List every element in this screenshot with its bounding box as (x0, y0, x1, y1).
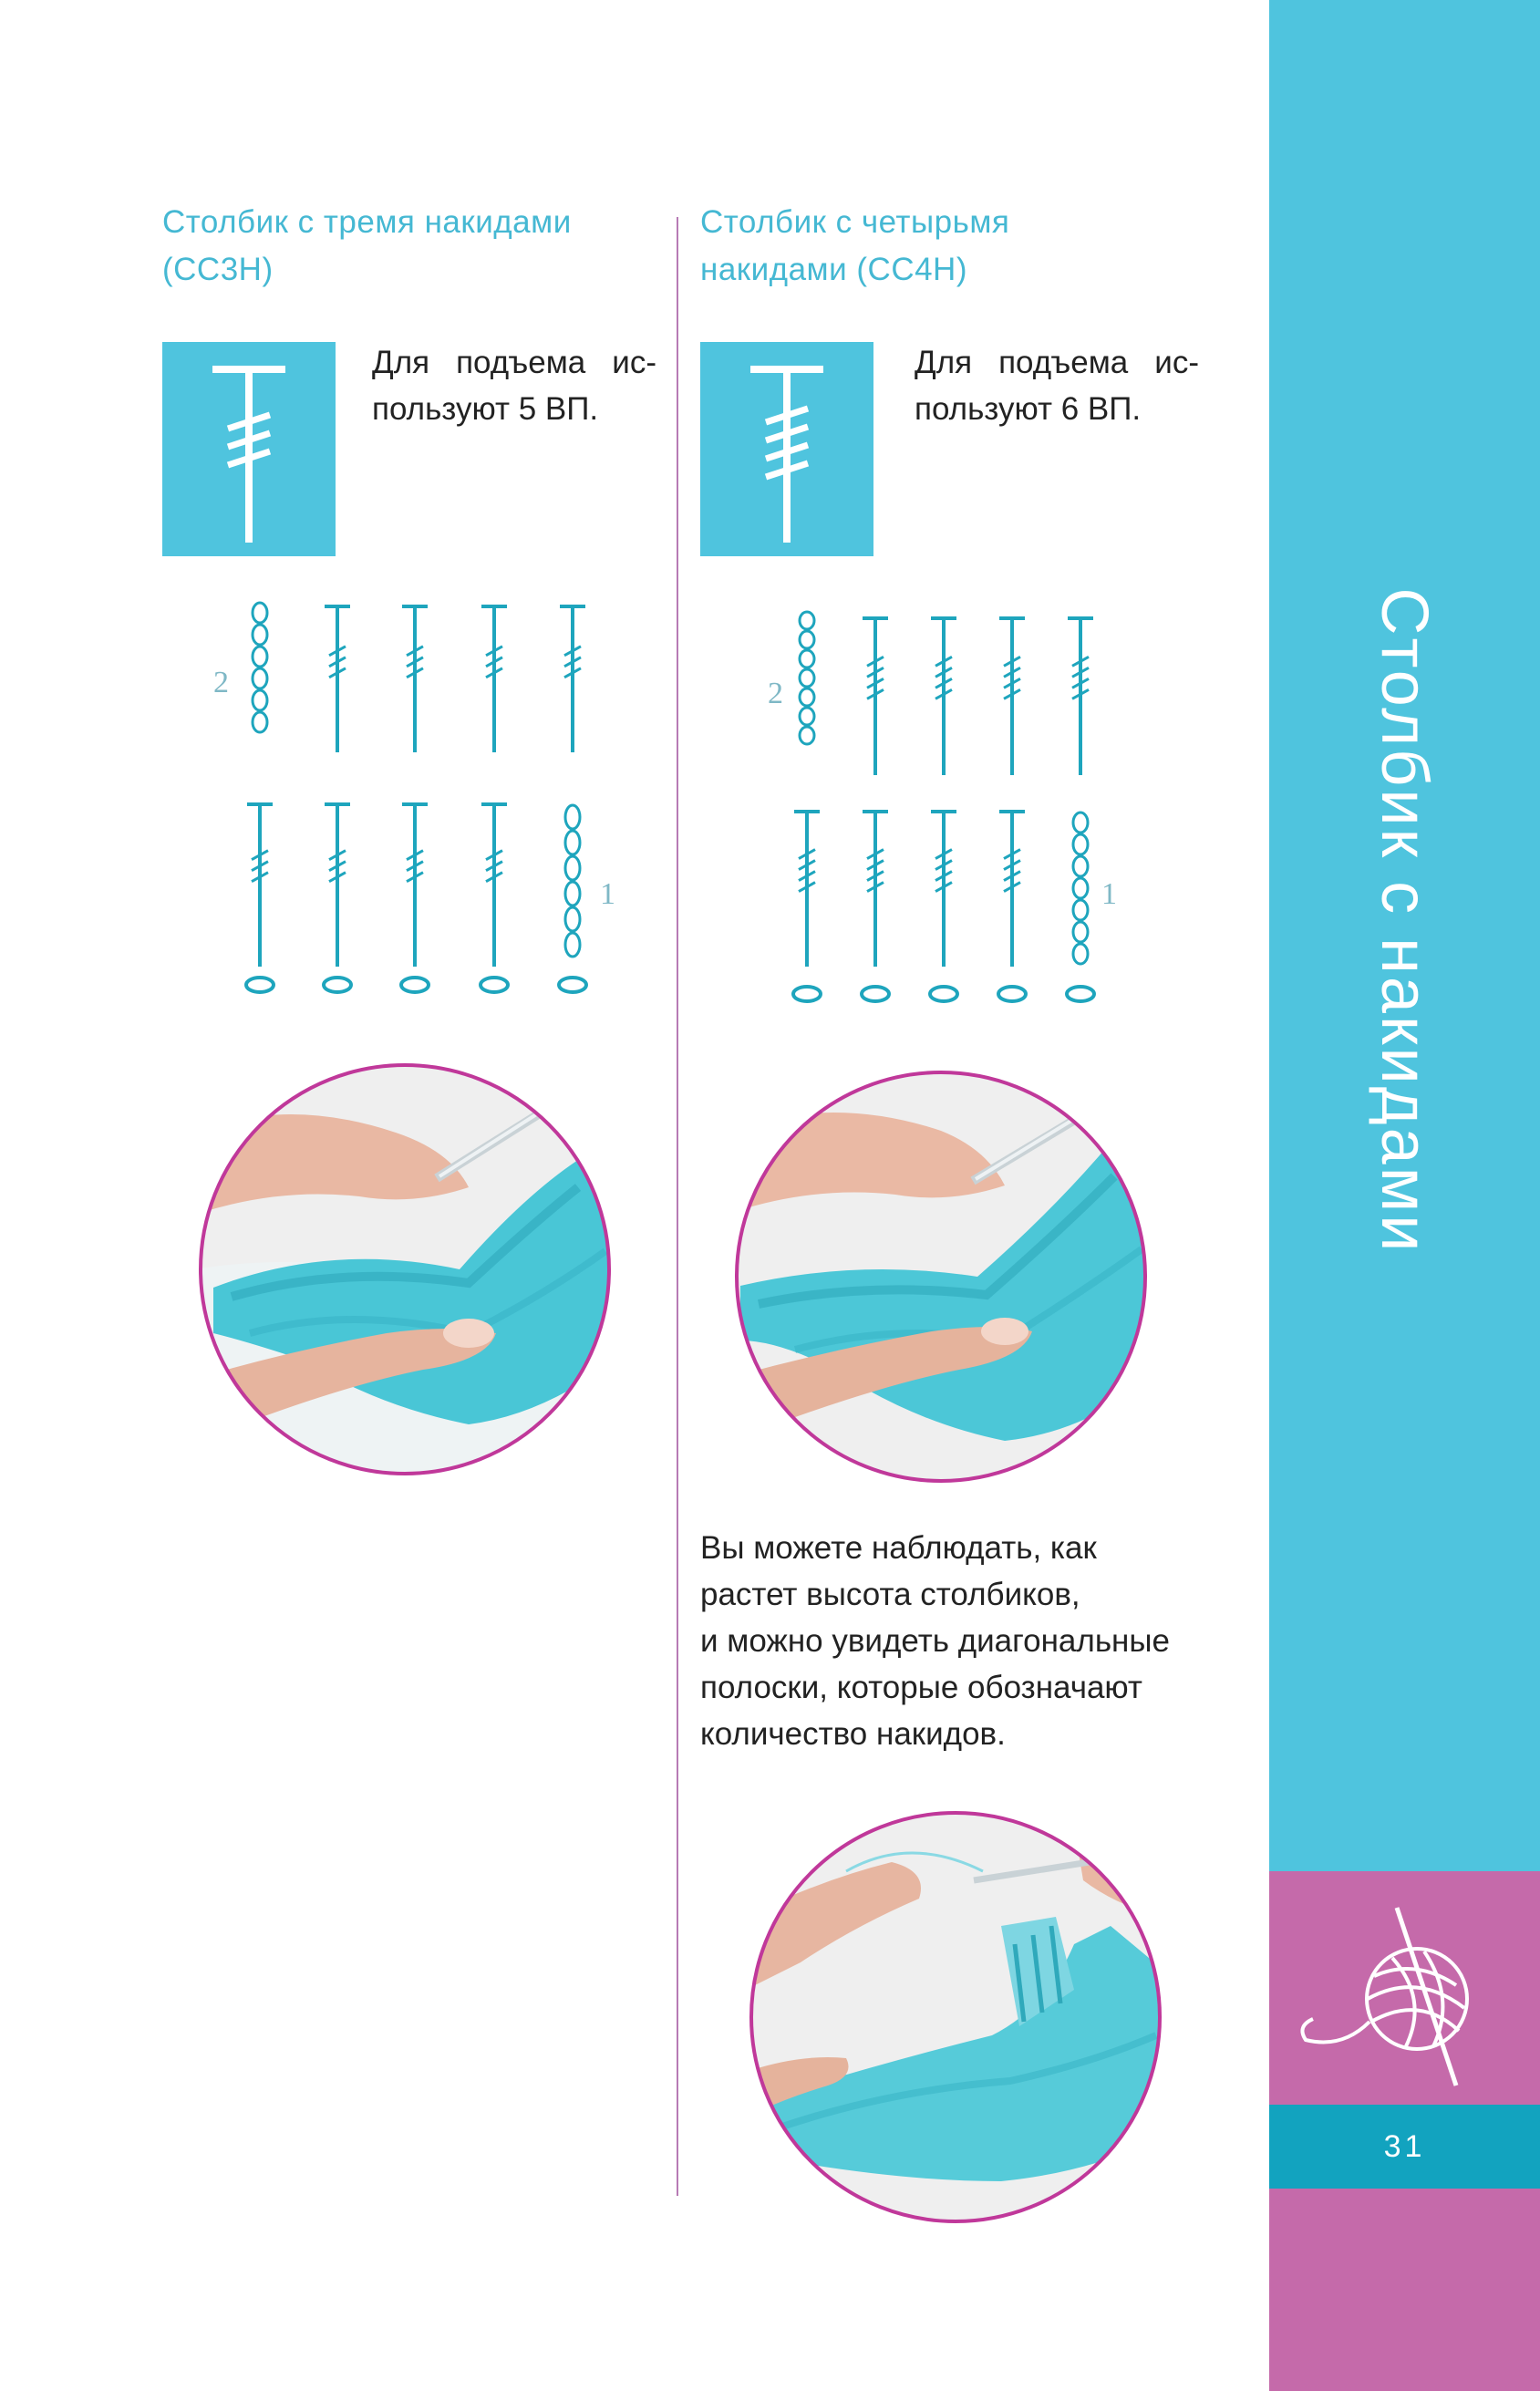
treble-3-symbol-icon (162, 342, 336, 556)
base-chain-loop (401, 978, 429, 992)
base-chain-loop (930, 987, 957, 1001)
chain-loop (253, 712, 267, 732)
chain-loop (1073, 834, 1088, 854)
chain-loop (1073, 813, 1088, 833)
right-photo-top (731, 1067, 1151, 1486)
base-chain-loop (481, 978, 508, 992)
left-heading-line2: (СС3Н) (162, 252, 274, 287)
right-photo-bottom (746, 1807, 1165, 2227)
right-note-line: количество накидов. (700, 1716, 1006, 1752)
right-intro-line1: Для подъема ис- (915, 345, 1199, 380)
base-chain-loop (246, 978, 274, 992)
left-photo-image (195, 1060, 615, 1479)
left-photo (195, 1060, 615, 1479)
right-row-label-1: 1 (1101, 877, 1117, 911)
chain-loop (565, 882, 580, 906)
column-divider (677, 217, 678, 2196)
chain-loop (565, 856, 580, 880)
sidebar-icon-block (1269, 1871, 1540, 2105)
chain-loop (253, 668, 267, 688)
right-heading-line1: Столбик с четырьмя (700, 204, 1010, 240)
left-row-label-1: 1 (600, 877, 615, 911)
chain-loop (565, 831, 580, 854)
chain-loop (800, 631, 814, 648)
right-note-line: и можно увидеть диагональные (700, 1623, 1171, 1659)
right-photo-top-image (731, 1067, 1151, 1486)
chain-loop (253, 647, 267, 667)
left-heading (162, 199, 572, 294)
chain-loop (800, 650, 814, 668)
base-chain-loop (793, 987, 821, 1001)
left-heading-line1: Столбик с тремя накидами (162, 204, 572, 240)
chain-loop (1073, 856, 1088, 876)
right-note-line: Вы можете наблюдать, как (700, 1530, 1097, 1566)
right-note-line: растет высота столбиков, (700, 1577, 1080, 1612)
left-diagram (201, 593, 638, 1003)
chain-loop (800, 727, 814, 744)
left-intro-line1: Для подъема ис- (372, 345, 656, 380)
right-symbol-box (700, 342, 873, 556)
chain-loop (565, 933, 580, 957)
chain-loop (1073, 922, 1088, 942)
chain-loop (253, 625, 267, 645)
page-number-bar (1269, 2105, 1540, 2189)
right-diagram (748, 602, 1149, 1012)
chain-loop (565, 805, 580, 829)
chain-loop (800, 669, 814, 687)
sidebar-vertical-title: Столбик с накидами (1368, 587, 1441, 1255)
chain-loop (800, 612, 814, 629)
sidebar-title-area (1269, 0, 1540, 1869)
left-stitch-diagram (201, 593, 638, 1003)
sidebar-bottom-block (1269, 2189, 1540, 2391)
left-intro (372, 339, 656, 432)
base-chain-loop (862, 987, 889, 1001)
base-chain-loop (998, 987, 1026, 1001)
chain-loop (1073, 900, 1088, 920)
right-photo-bottom-image (746, 1807, 1165, 2227)
yarn-ball-icon (1269, 1871, 1540, 2105)
base-chain-loop (1067, 987, 1094, 1001)
chain-loop (800, 688, 814, 706)
right-heading-line2: накидами (СС4Н) (700, 252, 967, 287)
base-chain-loop (559, 978, 586, 992)
chain-loop (253, 690, 267, 710)
chain-loop (253, 603, 267, 623)
left-row-label-2: 2 (213, 666, 229, 699)
right-intro (915, 339, 1199, 432)
right-row-label-2: 2 (768, 677, 783, 710)
chain-loop (1073, 878, 1088, 898)
page-number: 31 (1383, 2129, 1426, 2164)
right-note-line: полоски, которые обозначают (700, 1670, 1142, 1705)
right-note (700, 1525, 1211, 1757)
right-intro-line2: пользуют 6 ВП. (915, 391, 1142, 427)
chain-loop (565, 907, 580, 931)
treble-4-symbol-icon (700, 342, 873, 556)
left-intro-line2: пользуют 5 ВП. (372, 391, 599, 427)
right-heading (700, 199, 1009, 294)
base-chain-loop (324, 978, 351, 992)
chain-loop (800, 708, 814, 725)
right-stitch-diagram (748, 602, 1149, 1012)
chain-loop (1073, 944, 1088, 964)
left-symbol-box (162, 342, 336, 556)
